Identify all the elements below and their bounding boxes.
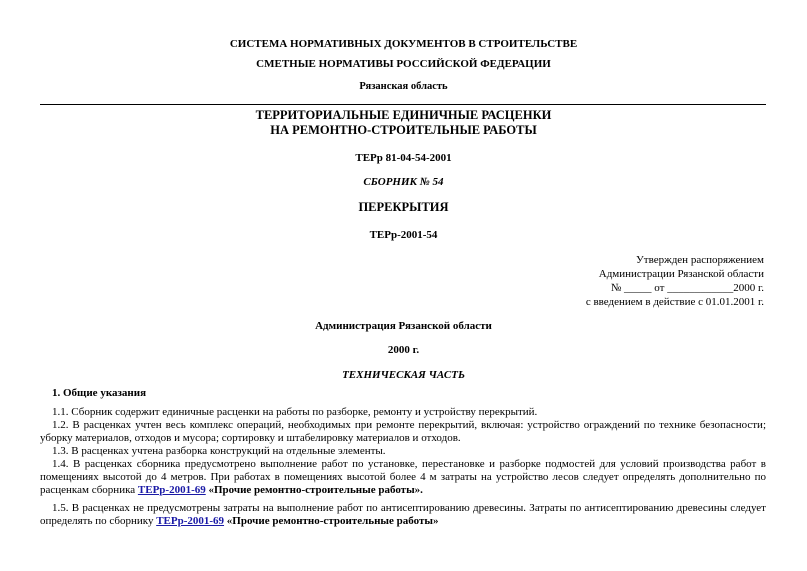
approval-line-3: № _____ от ____________2000 г. xyxy=(610,282,764,294)
title-line-2: НА РЕМОНТНО-СТРОИТЕЛЬНЫЕ РАБОТЫ xyxy=(270,123,537,137)
section-heading: 1. Общие указания xyxy=(52,387,147,399)
paragraph-1-4-text: 1.4. В расценках сборника предусмотрено выполнение работ по установке, перестановке и разборке подмостей для условий производства работ в помещениях высотой до 4 метров. При работах в помещениях высотой более 4 м затраты на устройство лесов следует определять дополнительно по расценкам сборника xyxy=(40,458,766,496)
approval-line-4: с введением в действие с 01.01.2001 г. xyxy=(585,296,764,308)
ter-2001-69-link-2[interactable]: ТЕРр-2001-69 xyxy=(156,515,225,527)
paragraph-1-4 xyxy=(40,458,766,497)
publisher-year: 2000 г. xyxy=(387,344,420,356)
paragraph-1-5-text: 1.5. В расценках не предусмотрены затраты на выполнение работ по антисептированию древесины. Затраты по антисептированию древесины следует определять по сборнику xyxy=(40,502,766,527)
paragraph-1-5-tail: «Прочие ремонтно-строительные работы» xyxy=(224,515,439,527)
publisher-org: Администрация Рязанской области xyxy=(315,320,492,332)
paragraph-1-3: 1.3. В расценках учтена разборка конструкций на отдельные элементы. xyxy=(52,445,386,457)
document-code: ТЕРр 81-04-54-2001 xyxy=(355,152,452,164)
paragraph-1-4-tail: «Прочие ремонтно-строительные работы». xyxy=(205,484,423,496)
paragraph-1-5 xyxy=(40,502,766,528)
collection-code: ТЕРр-2001-54 xyxy=(369,229,438,241)
header-divider xyxy=(40,104,766,105)
approval-line-2: Администрации Рязанской области xyxy=(598,268,764,280)
technical-part-heading: ТЕХНИЧЕСКАЯ ЧАСТЬ xyxy=(342,369,465,381)
approval-line-1: Утвержден распоряжением xyxy=(636,254,764,266)
norms-title: СМЕТНЫЕ НОРМАТИВЫ РОССИЙСКОЙ ФЕДЕРАЦИИ xyxy=(256,58,551,70)
paragraph-1-2: 1.2. В расценках учтен весь комплекс операций, необходимых при ремонте перекрытий, включая: устройство ограждений по технике безопасности; уборку материалов, отходов и мусора; сортировку и штабелировку материалов и отходов. xyxy=(40,419,766,444)
collection-subject: ПЕРЕКРЫТИЯ xyxy=(358,200,449,214)
ter-2001-69-link[interactable]: ТЕРр-2001-69 xyxy=(137,484,206,496)
paragraph-1-1: 1.1. Сборник содержит единичные расценки на работы по разборке, ремонту и устройству перекрытий. xyxy=(52,406,538,418)
system-title: СИСТЕМА НОРМАТИВНЫХ ДОКУМЕНТОВ В СТРОИТЕЛЬСТВЕ xyxy=(229,38,578,50)
collection-number: СБОРНИК № 54 xyxy=(363,176,444,188)
title-line-1: ТЕРРИТОРИАЛЬНЫЕ ЕДИНИЧНЫЕ РАСЦЕНКИ xyxy=(255,108,552,122)
region-label: Рязанская область xyxy=(359,81,448,92)
